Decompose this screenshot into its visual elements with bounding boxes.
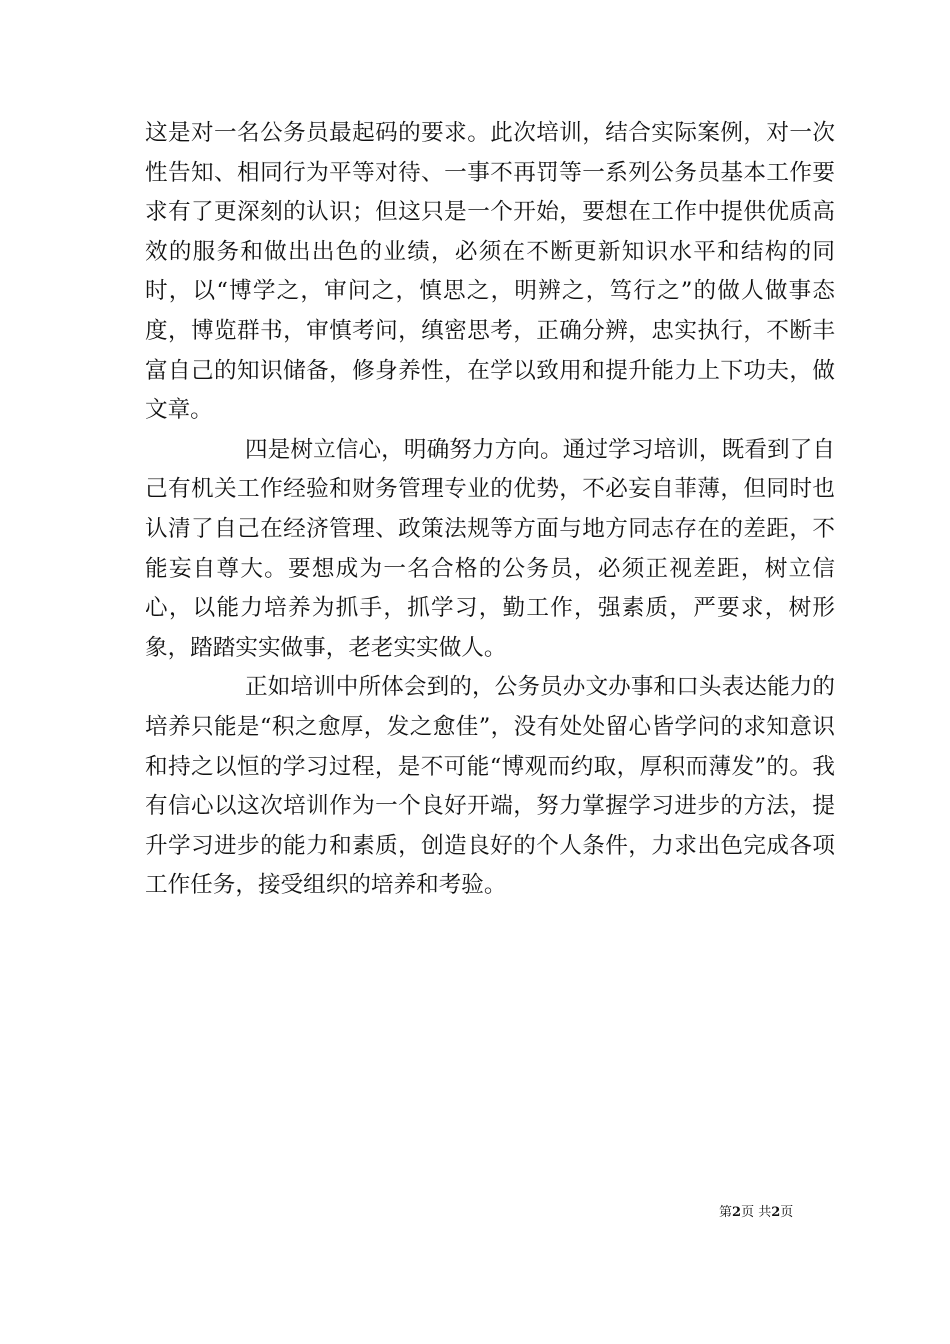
footer-prefix: 第 (719, 1205, 733, 1220)
paragraph-conclusion: 正如培训中所体会到的，公务员办文办事和口头表达能力的培养只能是“积之愈厚，发之愈佳”，没有处处留心皆学问的求知意识和持之以恒的学习过程，是不可能“博观而约取，厚积而薄发”的。我有信心以这次培训作为一个良好开端，努力掌握学习进步的方法，提升学习进步的能力和素质，创造良好的个人条件，力求出色完成各项工作任务，接受组织的培养和考验。 (145, 674, 835, 899)
document-body (145, 114, 835, 906)
footer-current-page: 2 (732, 1205, 742, 1220)
footer-middle: 页 共 (741, 1205, 772, 1220)
footer-suffix: 页 (780, 1205, 794, 1220)
paragraph-continuation: 这是对一名公务员最起码的要求。此次培训，结合实际案例，对一次性告知、相同行为平等对待、一事不再罚等一系列公务员基本工作要求有了更深刻的认识；但这只是一个开始，要想在工作中提供优质高效的服务和做出出色的业绩，必须在不断更新知识水平和结构的同时，以“博学之，审问之，慎思之，明辨之，笃行之”的做人做事态度，博览群书，审慎考问，缜密思考，正确分辨，忠实执行，不断丰富自己的知识储备，修身养性，在学以致用和提升能力上下功夫，做文章。 (145, 120, 835, 424)
paragraph-confidence: 四是树立信心，明确努力方向。通过学习培训，既看到了自己有机关工作经验和财务管理专业的优势，不必妄自菲薄，但同时也认清了自己在经济管理、政策法规等方面与地方同志存在的差距，不能妄自尊大。要想成为一名合格的公务员，必须正视差距，树立信心，以能力培养为抓手，抓学习，勤工作，强素质，严要求，树形象，踏踏实实做事，老老实实做人。 (145, 436, 835, 661)
page-number-footer (719, 1204, 793, 1222)
footer-total-pages: 2 (771, 1205, 781, 1220)
